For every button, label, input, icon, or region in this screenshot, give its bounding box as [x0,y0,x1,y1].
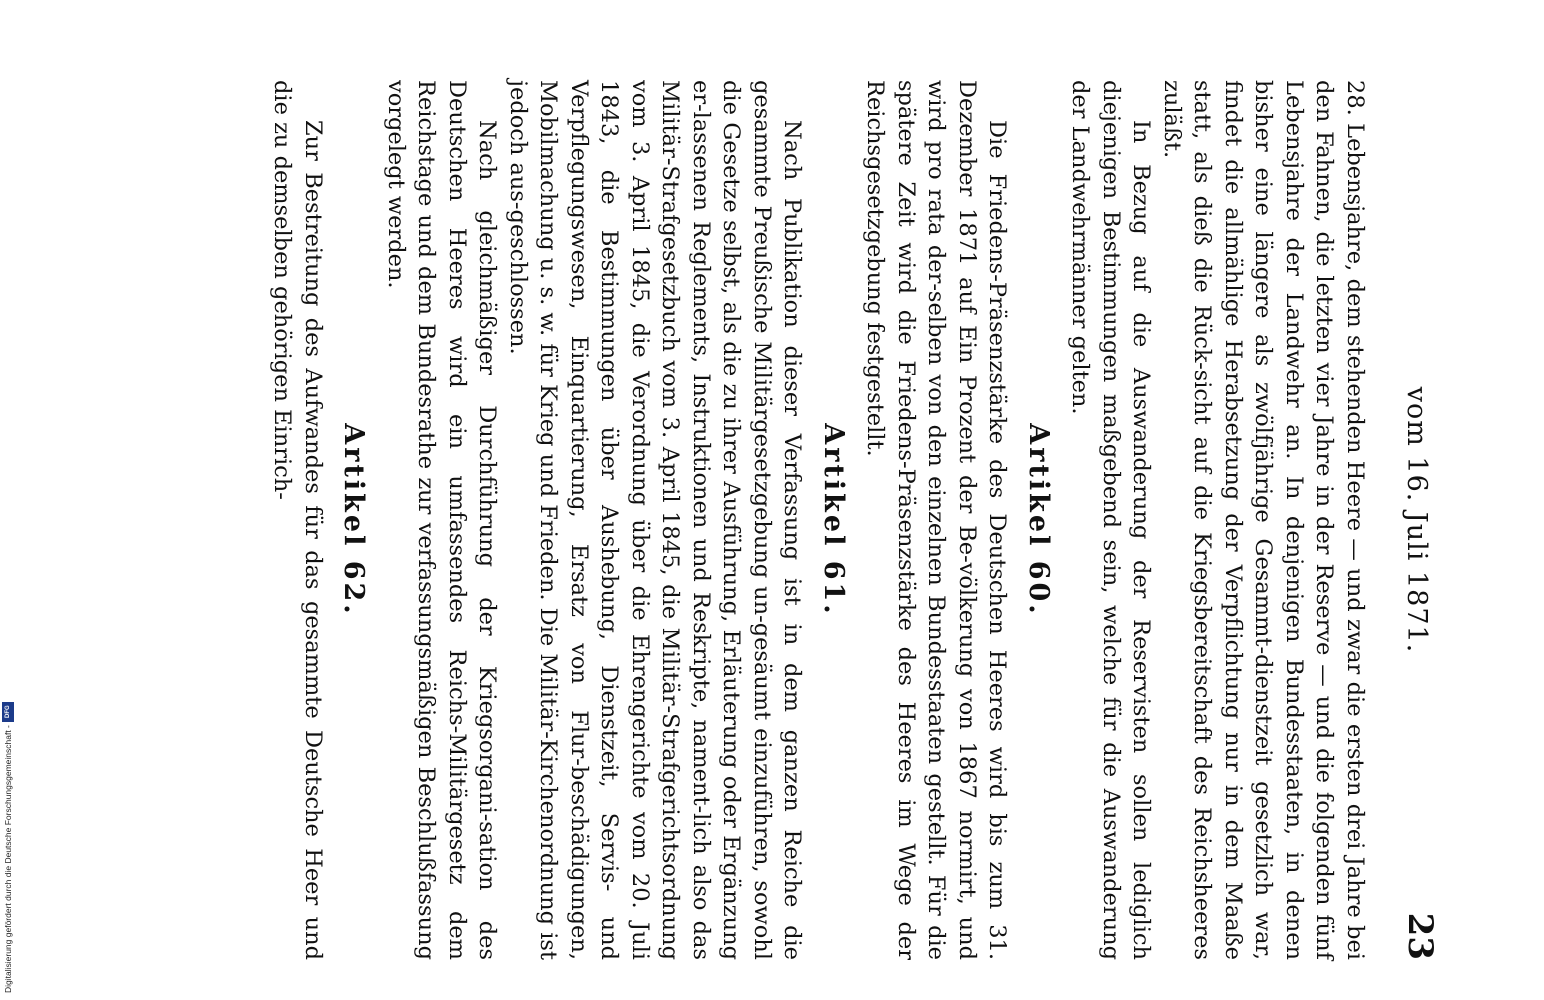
scanned-page [150,80,1440,960]
article-61-text-1: Nach Publikation dieser Verfassung ist in dem ganzen Reiche die gesammte Preußische Militärgesetzgebung un-gesäumt einzuführen, sowohl die Gesetze selbst, als die zu ihrer Ausführung, Erläuterung oder Ergänzung er-lassenen Reglements, Instruktionen und Reskripte, nament-lich also das Militär-Strafgesetzbuch vom 3. April 1845, die Militär-Strafgerichtsordnung vom 3. April 1845, die Verordnung über die Ehrengerichte vom 20. Juli 1843, die Bestimmungen über Aushebung, Dienstzeit, Servis- und Verpflegungswesen, Einquartierung, Ersatz von Flur-beschädigungen, Mobilmachung u. s. w. für Krieg und Frieden. Die Militär-Kirchenordnung ist jedoch aus-geschlossen. [505,80,806,960]
rotated-page-frame [150,80,1440,960]
page-body [267,80,1370,960]
paragraph-reservisten: In Bezug auf die Auswanderung der Reservisten sollen lediglich diejenigen Bestimmungen maßgebend sein, welche für die Auswanderung der Landwehrmänner gelten. [1067,80,1155,960]
watermark-text: Digitalisierung gefördert durch die Deutsche Forschungsgemeinschaft - [3,725,13,993]
paragraph-intro: 28. Lebensjahre, dem stehenden Heere — und zwar die ersten drei Jahre bei den Fahnen, die letzten vier Jahre in der Reserve — und die folgenden fünf Lebensjahre der Landwehr an. In denjenigen Bundesstaaten, in denen bisher eine längere als zwölfjährige Gesammt-dienstzeit gesetzlich war, findet die allmählige Herabsetzung der Verpflichtung nur in dem Maaße statt, als dieß die Rück-sicht auf die Kriegsbereitschaft des Reichsheeres zuläßt. [1159,80,1368,960]
side-margin [0,0,16,1000]
article-61-heading: Artikel 61. [818,423,849,617]
article-62-heading: Artikel 62. [338,423,370,617]
page-header [1380,80,1440,960]
page-number: 23 [1400,912,1440,960]
running-title: vom 16. Juli 1871. [1401,386,1432,654]
article-62-text: Zur Bestreitung des Aufwandes für das gesammte Deutsche Heer und die zu demselben gehörigen Einrich- [269,80,326,960]
article-61-text-2: Nach gleichmäßiger Durchführung der Kriegsorgani-sation des Deutschen Heeres wird ein umfassendes Reichs-Militärgesetz dem Reichstage und dem Bundesrathe zur verfassungsmäßigen Beschlußfassung vorgelegt werden. [383,80,501,960]
digitization-watermark [1,605,15,993]
dfg-logo-icon: DFG [2,702,14,722]
article-60-text: Die Friedens-Präsenzstärke des Deutschen Heeres wird bis zum 31. Dezember 1871 auf Ein Prozent der Be-völkerung von 1867 normirt, und wird pro rata der-selben von den einzelnen Bundesstaaten gestellt. Für die spätere Zeit wird die Friedens-Präsenzstärke des Heeres im Wege der Reichsgesetzgebung festgestellt. [862,80,1011,960]
article-60-heading: Artikel 60. [1023,423,1054,617]
